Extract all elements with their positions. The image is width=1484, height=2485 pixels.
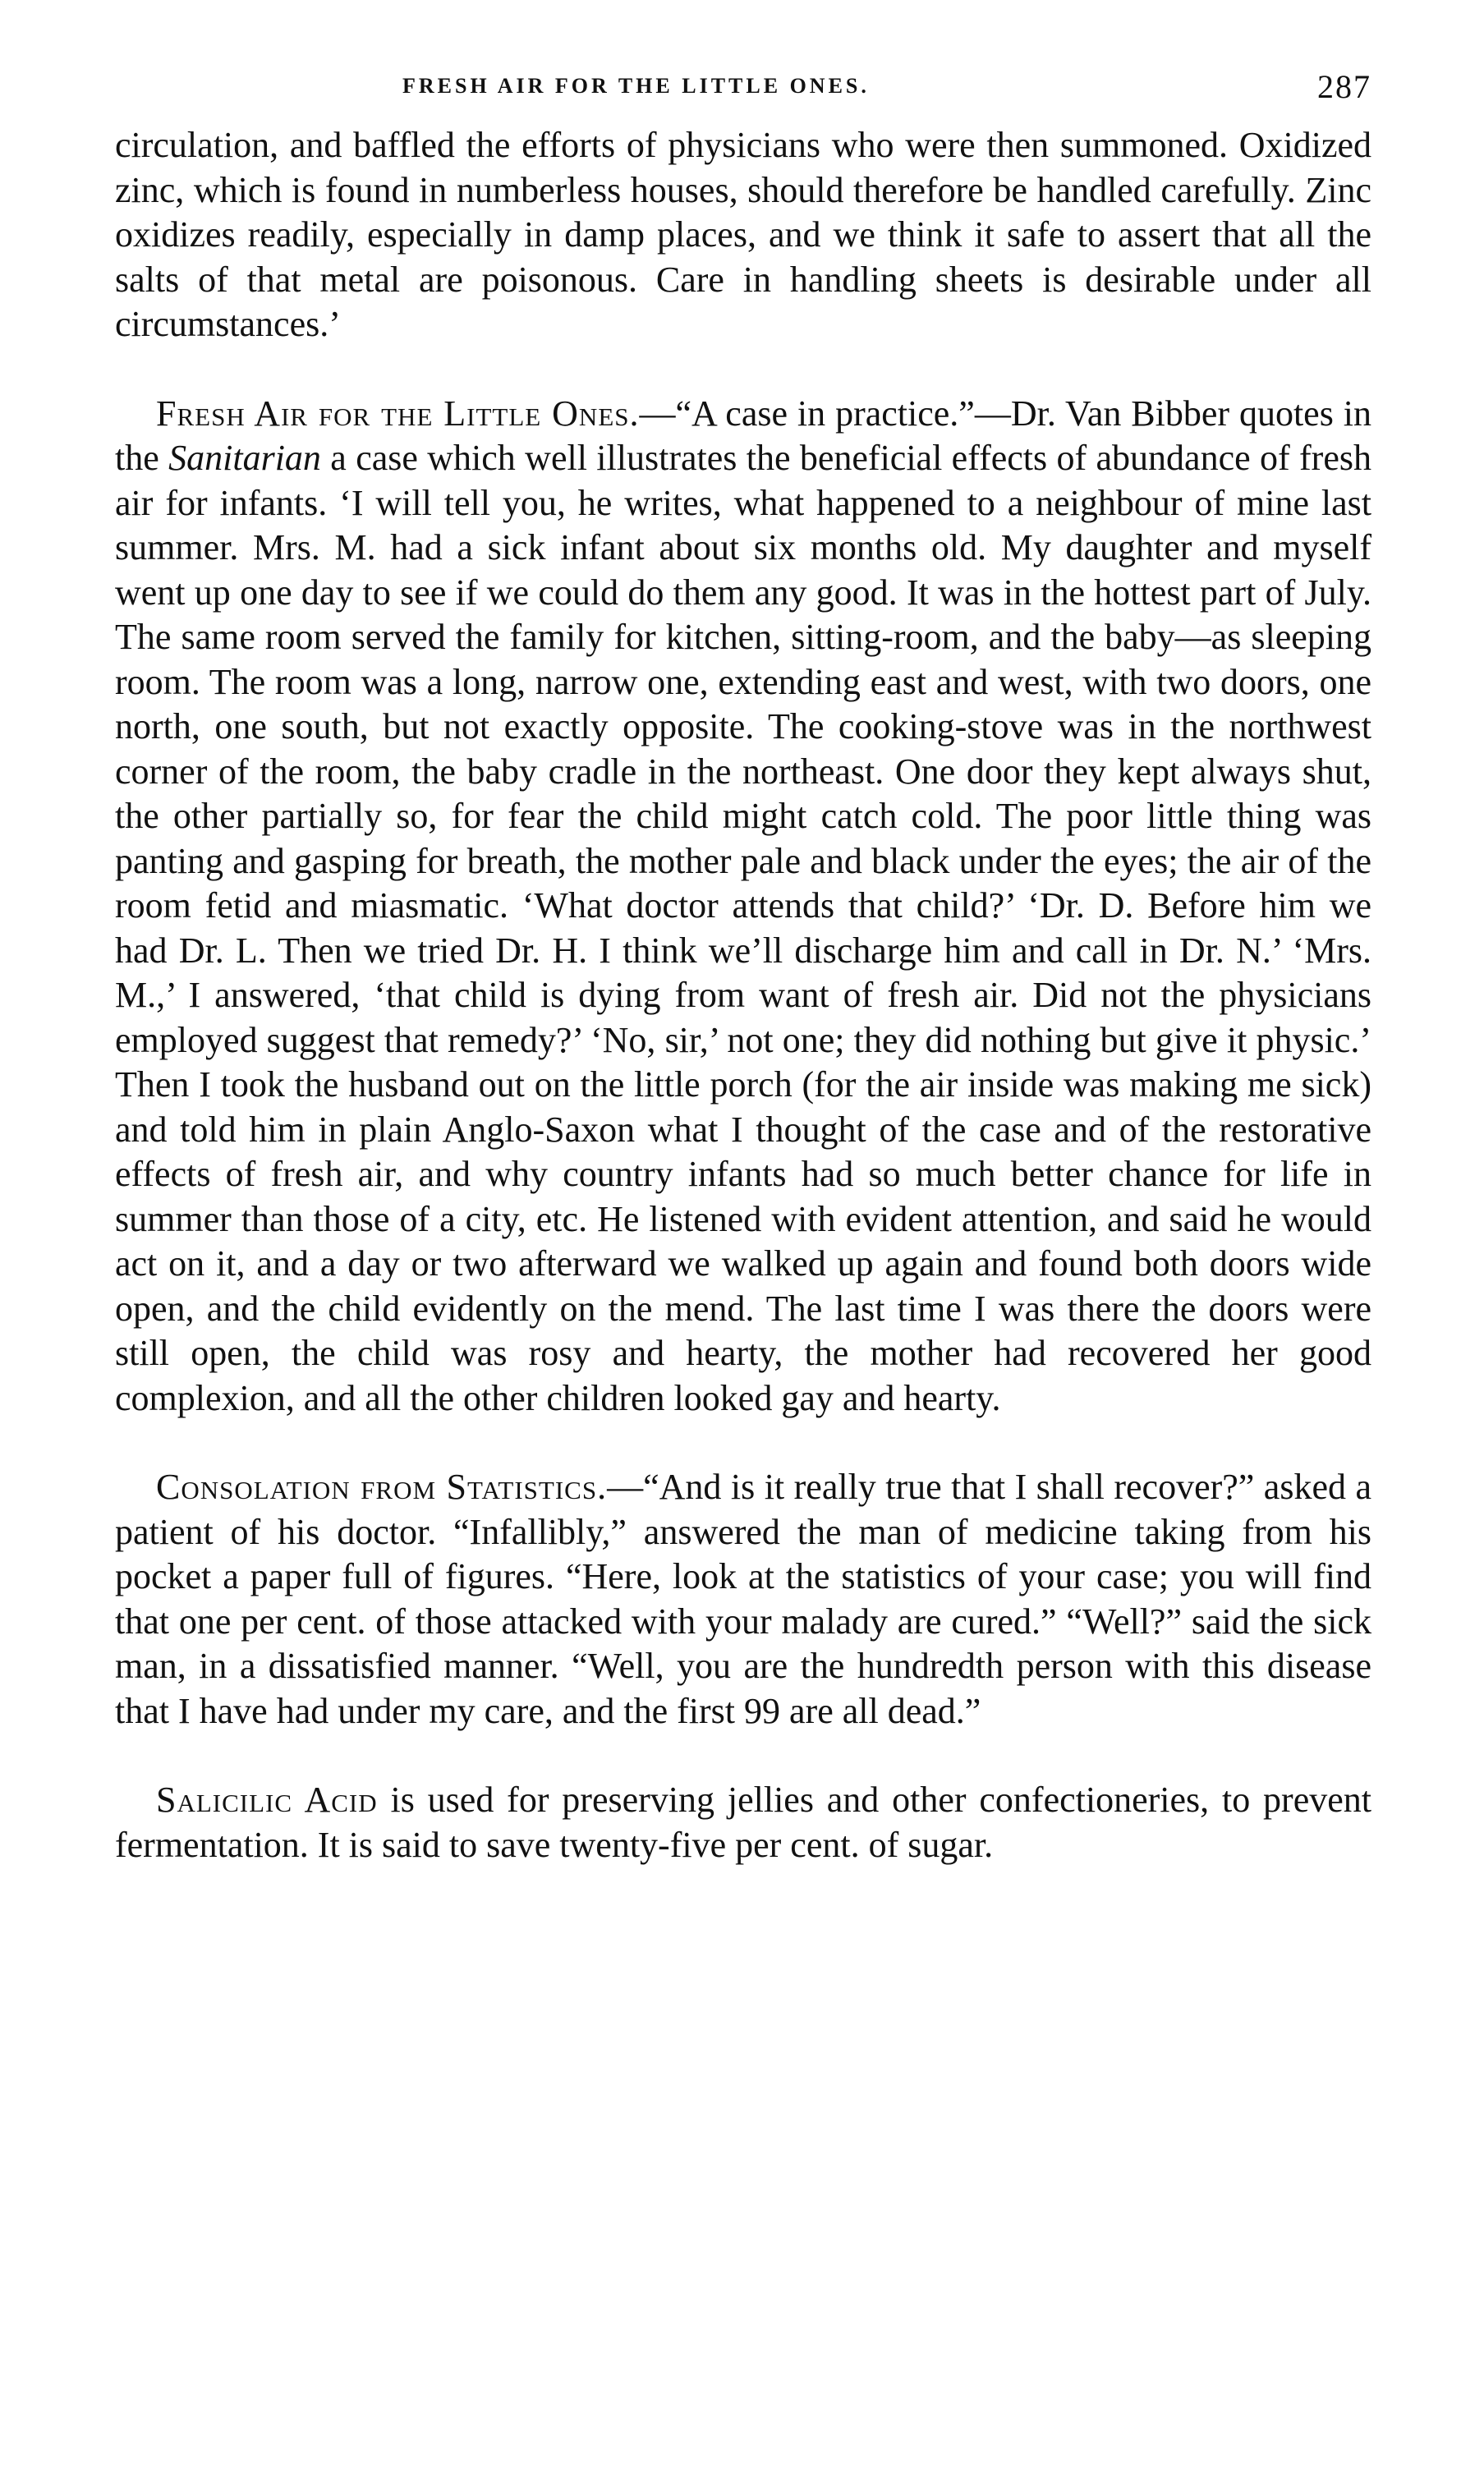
paragraph-salicilic-acid xyxy=(115,1778,1371,1867)
book-page xyxy=(115,68,1372,1867)
running-head xyxy=(115,68,1371,123)
paragraph-fresh-air xyxy=(115,392,1371,1422)
running-title: FRESH AIR FOR THE LITTLE ONES. xyxy=(402,74,870,98)
section-heading-salicilic-acid: Salicilic Acid xyxy=(156,1780,378,1820)
journal-title-sanitarian: Sanitarian xyxy=(168,438,321,478)
paragraph-text: —“And is it really true that I shall recover?” asked a patient of his doctor. “Infallibly,” answered the man of medicine taking from his pocket a paper full of figures. “Here, look at the statistics of your case; you will find that one per cent. of those attacked with your malady are cured.” “Well?” said the sick man, in a dissatisfied manner. “Well, you are the hundredth person with this disease that I have had under my care, and the first 99 are all dead.” xyxy=(115,1467,1372,1731)
paragraph-text: is used for preserving jellies and other confectioneries, to prevent fermentation. It is said to save twenty-five per cent. of sugar. xyxy=(115,1780,1371,1865)
page-number: 287 xyxy=(1317,68,1371,105)
page-body xyxy=(115,123,1371,1867)
paragraph-text: —“A case in practice.”—Dr. Van Bibber quotes in the xyxy=(115,393,1371,478)
paragraph-zinc-continuation xyxy=(115,123,1371,347)
section-heading-consolation: Consolation from Statistics. xyxy=(156,1467,608,1507)
paragraph-text: circulation, and baffled the efforts of physicians who were then summoned. Oxidized zinc, which is found in numberless houses, should therefore be handled carefully. Zinc oxidizes readily, especially in damp places, and we think it safe to assert that all the salts of that metal are poisonous. Care in handling sheets is desirable under all circumstances.’ xyxy=(115,125,1371,344)
paragraph-text: a case which well illustrates the beneficial effects of abundance of fresh air for infants. ‘I will tell you, he writes, what happened to a neighbour of mine last summer. Mrs. M. had a sick infant about six months old. My daughter and myself went up one day to see if we could do them any good. It was in the hottest part of July. The same room served the family for kitchen, sitting-room, and the baby—as sleeping room. The room was a long, narrow one, extending east and west, with two doors, one north, one south, but not exactly opposite. The cooking-stove was in the northwest corner of the room, the baby cradle in the northeast. One door they kept always shut, the other partially so, for fear the child might catch cold. The poor little thing was panting and gasping for breath, the mother pale and black under the eyes; the air of the room fetid and miasmatic. ‘What doctor attends that child?’ ‘Dr. D. Before him we had Dr. L. Then we tried Dr. H. I think we’ll discharge him and call in Dr. N.’ ‘Mrs. M.,’ I answered, ‘that child is dying from want of fresh air. Did not the physicians employed suggest that remedy?’ ‘No, sir,’ not one; they did nothing but give it physic.’ Then I took the husband out on the little porch (for the air inside was making me sick) and told him in plain Anglo-Saxon what I thought of the case and of the restorative effects of fresh air, and why country infants had so much better chance for life in summer than those of a city, etc. He listened with evident attention, and said he would act on it, and a day or two afterward we walked up again and found both doors wide open, and the child evidently on the mend. The last time I was there the doors were still open, the child was rosy and hearty, the mother had recovered her good complexion, and all the other children looked gay and hearty. xyxy=(115,438,1371,1418)
section-heading-fresh-air: Fresh Air for the Little Ones. xyxy=(156,393,640,434)
paragraph-consolation xyxy=(115,1465,1371,1734)
